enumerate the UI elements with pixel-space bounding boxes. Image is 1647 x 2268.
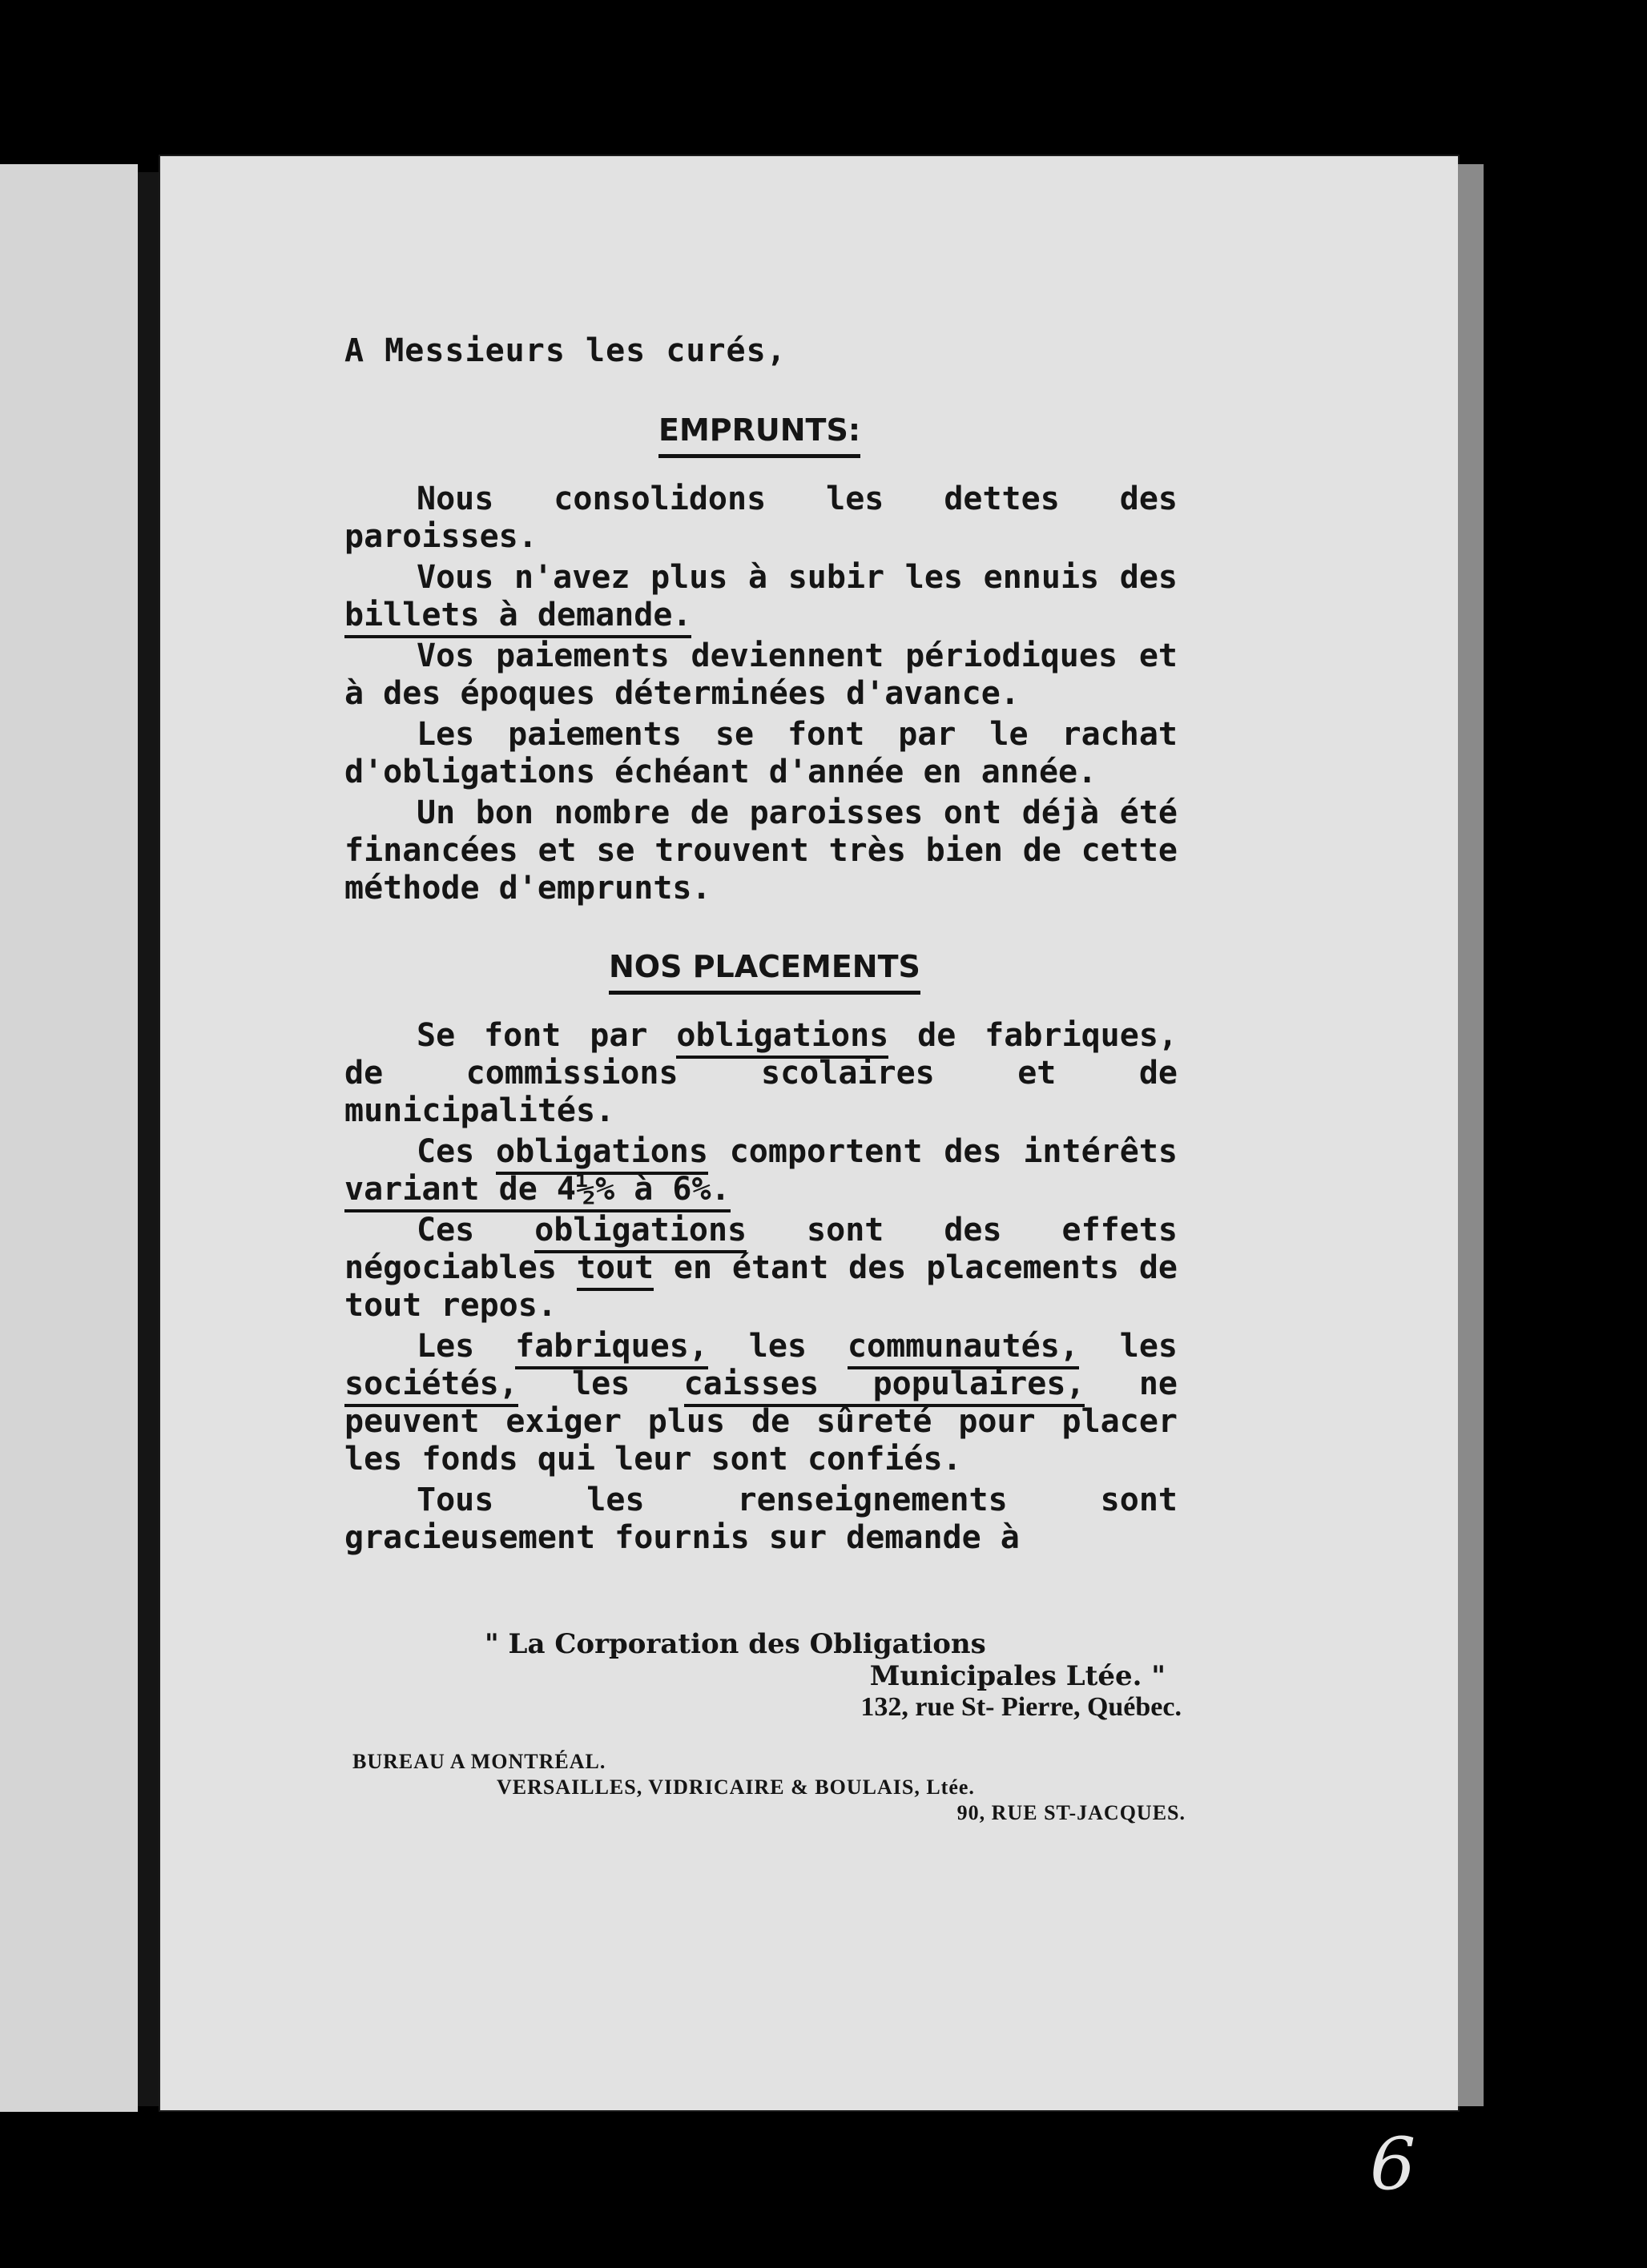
heading-nos-placements xyxy=(609,949,920,995)
heading-emprunts xyxy=(658,412,860,458)
paragraph-text: de fabriques, de commissions scolaires et de municipalités. xyxy=(344,1017,1178,1129)
paragraph-text: les xyxy=(1078,1328,1178,1365)
binding-edge xyxy=(138,172,159,2106)
paragraph: Tous les renseignements sont gracieusement fournis sur demande à xyxy=(344,1482,1178,1556)
paragraph: Un bon nombre de paroisses ont déjà été financées et se trouvent très bien de cette méthode d'emprunts. xyxy=(344,794,1178,907)
underlined-phrase: communautés, xyxy=(848,1328,1079,1369)
bureau-label: BUREAU A MONTRÉAL. xyxy=(352,1750,606,1773)
paragraph-text: les xyxy=(707,1328,848,1365)
underlined-phrase: fabriques, xyxy=(515,1328,708,1369)
underlined-phrase: obligations xyxy=(676,1017,888,1059)
paragraph-text: Ces xyxy=(417,1133,497,1170)
heading-underline xyxy=(609,991,920,995)
underlined-phrase: obligations xyxy=(534,1212,747,1253)
signature-address: 132, rue St- Pierre, Québec. xyxy=(860,1692,1182,1722)
underlined-phrase: tout xyxy=(577,1249,654,1291)
page-number: 6 xyxy=(1370,2122,1416,2206)
underlined-phrase: caisses populaires, xyxy=(684,1365,1085,1407)
paragraph-text: ne peuvent exiger plus de sûreté pour placer les fonds qui leur sont confiés. xyxy=(344,1365,1178,1478)
left-facing-page xyxy=(0,164,138,2112)
paragraph: Vos paiements deviennent périodiques et à des époques déterminées d'avance. xyxy=(344,637,1178,712)
paragraph: Nous consolidons les dettes des paroisses. xyxy=(344,481,1178,555)
signature-block xyxy=(485,1628,1182,1723)
paragraph-text: sont des effets négociables xyxy=(344,1212,1178,1286)
paragraph-text: les xyxy=(517,1365,684,1402)
underlined-phrase: obligations xyxy=(496,1133,708,1175)
paragraph xyxy=(344,559,1178,634)
underlined-phrase: billets à demande. xyxy=(344,597,691,638)
bureau-firm: VERSAILLES, VIDRICAIRE & BOULAIS, Ltée. xyxy=(497,1775,975,1799)
signature-line-2: Municipales Ltée. " xyxy=(869,1660,1166,1692)
paragraph-text: Vous n'avez plus à subir les ennuis des xyxy=(417,559,1178,596)
paragraph xyxy=(344,1212,1178,1325)
salutation: A Messieurs les curés, xyxy=(344,332,787,369)
page-edge xyxy=(1458,164,1484,2106)
underlined-phrase: sociétés, xyxy=(344,1365,518,1407)
bureau-address: 90, RUE ST-JACQUES. xyxy=(956,1801,1186,1824)
heading-underline xyxy=(658,454,860,458)
paragraph xyxy=(344,1133,1178,1208)
paragraph-text: Se font par xyxy=(417,1017,677,1054)
signature-line-1: " La Corporation des Obligations xyxy=(485,1628,986,1660)
paragraph xyxy=(344,1328,1178,1478)
emprunts-paragraphs xyxy=(344,481,1178,907)
paragraph: Les paiements se font par le rachat d'obligations échéant d'année en année. xyxy=(344,716,1178,790)
bureau-block xyxy=(352,1750,1186,1825)
paragraph-text: en étant des placements de tout repos. xyxy=(344,1249,1178,1324)
paragraph-text: comportent des intérêts xyxy=(707,1133,1178,1170)
paragraph xyxy=(344,1017,1178,1130)
paragraph-text: Ces xyxy=(417,1212,535,1249)
placements-paragraphs xyxy=(344,1017,1178,1557)
paragraph-text: Les xyxy=(417,1328,516,1365)
underlined-phrase: variant de 4½% à 6%. xyxy=(344,1171,731,1212)
heading-emprunts-text: EMPRUNTS: xyxy=(658,412,861,448)
heading-nos-placements-text: NOS PLACEMENTS xyxy=(609,949,920,984)
